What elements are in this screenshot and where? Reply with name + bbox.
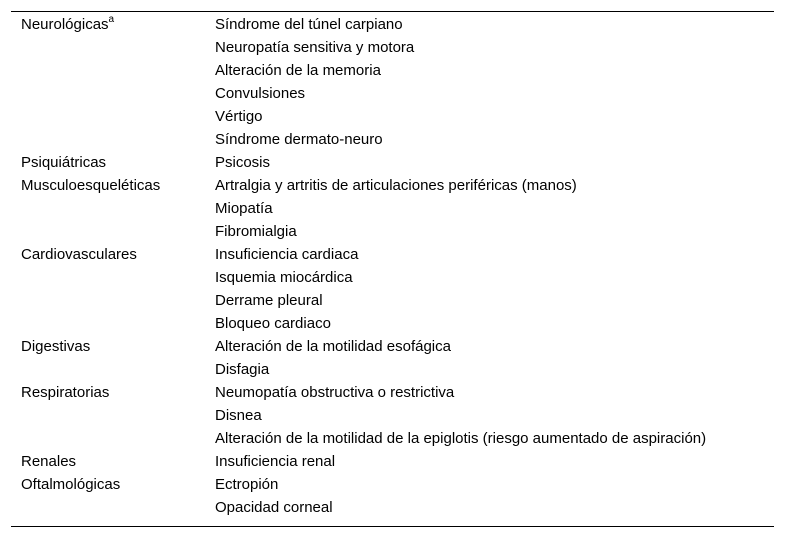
table-row bbox=[11, 289, 774, 312]
category-cell bbox=[11, 82, 215, 105]
manifestation-cell: Insuficiencia cardiaca bbox=[215, 246, 359, 263]
table-row bbox=[11, 404, 774, 427]
category-cell bbox=[11, 197, 215, 220]
table-row bbox=[11, 36, 774, 59]
category-cell bbox=[11, 450, 215, 473]
category-cell bbox=[11, 151, 215, 174]
category-cell bbox=[11, 174, 215, 197]
table-row bbox=[11, 59, 774, 82]
manifestation-cell: Insuficiencia renal bbox=[215, 453, 336, 470]
manifestations-table bbox=[11, 11, 774, 527]
category-cell bbox=[11, 335, 215, 358]
category-cell bbox=[11, 427, 215, 450]
manifestation-cell: Isquemia miocárdica bbox=[215, 269, 353, 286]
manifestation-cell: Síndrome dermato-neuro bbox=[215, 131, 383, 148]
table-row bbox=[11, 358, 774, 381]
category-cell bbox=[11, 243, 215, 266]
category-label: Respiratorias bbox=[21, 384, 110, 401]
category-cell bbox=[11, 59, 215, 82]
manifestation-cell: Neuropatía sensitiva y motora bbox=[215, 39, 415, 56]
category-cell bbox=[11, 36, 215, 59]
manifestation-cell: Psicosis bbox=[215, 154, 271, 171]
table-row bbox=[11, 496, 774, 519]
footnote-marker: a bbox=[108, 14, 115, 25]
table-row bbox=[11, 243, 774, 266]
manifestation-cell: Neumopatía obstructiva o restrictiva bbox=[215, 384, 455, 401]
table-row bbox=[11, 473, 774, 496]
table-row bbox=[11, 450, 774, 473]
manifestation-cell: Convulsiones bbox=[215, 85, 306, 102]
category-label: Renales bbox=[21, 453, 77, 470]
manifestation-cell: Derrame pleural bbox=[215, 292, 323, 309]
table-row bbox=[11, 335, 774, 358]
manifestation-cell: Opacidad corneal bbox=[215, 499, 333, 516]
manifestation-cell: Síndrome del túnel carpiano bbox=[215, 16, 403, 33]
category-cell bbox=[11, 289, 215, 312]
category-label: Musculoesqueléticas bbox=[21, 177, 161, 194]
table-row bbox=[11, 105, 774, 128]
category-cell bbox=[11, 312, 215, 335]
category-label: Psiquiátricas bbox=[21, 154, 107, 171]
table-row bbox=[11, 128, 774, 151]
manifestation-cell: Fibromialgia bbox=[215, 223, 297, 240]
category-cell bbox=[11, 358, 215, 381]
table-row bbox=[11, 174, 774, 197]
category-cell bbox=[11, 496, 215, 519]
category-cell bbox=[11, 266, 215, 289]
category-label: Oftalmológicas bbox=[21, 476, 121, 493]
manifestation-cell: Disfagia bbox=[215, 361, 270, 378]
category-cell bbox=[11, 220, 215, 243]
manifestation-cell: Miopatía bbox=[215, 200, 273, 217]
category-cell bbox=[11, 473, 215, 496]
category-cell bbox=[11, 128, 215, 151]
manifestation-cell: Artralgia y artritis de articulaciones periféricas (manos) bbox=[215, 177, 577, 194]
table-body bbox=[11, 13, 774, 519]
manifestation-cell: Alteración de la memoria bbox=[215, 62, 381, 79]
table-row bbox=[11, 82, 774, 105]
category-cell bbox=[11, 105, 215, 128]
table-row bbox=[11, 266, 774, 289]
category-cell bbox=[11, 404, 215, 427]
manifestation-cell: Disnea bbox=[215, 407, 262, 424]
table-row bbox=[11, 151, 774, 174]
table-row bbox=[11, 312, 774, 335]
category-label: Neurológicas bbox=[21, 16, 109, 33]
table-row bbox=[11, 427, 774, 450]
table-row bbox=[11, 197, 774, 220]
category-cell bbox=[11, 381, 215, 404]
manifestation-cell: Ectropión bbox=[215, 476, 279, 493]
manifestation-cell: Vértigo bbox=[215, 108, 263, 125]
category-label: Digestivas bbox=[21, 338, 91, 355]
manifestation-cell: Alteración de la motilidad de la epiglotis (riesgo aumentado de aspiración) bbox=[215, 430, 707, 447]
category-cell bbox=[11, 13, 215, 36]
table-row bbox=[11, 220, 774, 243]
category-label: Cardiovasculares bbox=[21, 246, 137, 263]
table-row bbox=[11, 381, 774, 404]
table-row bbox=[11, 13, 774, 36]
manifestation-cell: Alteración de la motilidad esofágica bbox=[215, 338, 451, 355]
manifestation-cell: Bloqueo cardiaco bbox=[215, 315, 331, 332]
